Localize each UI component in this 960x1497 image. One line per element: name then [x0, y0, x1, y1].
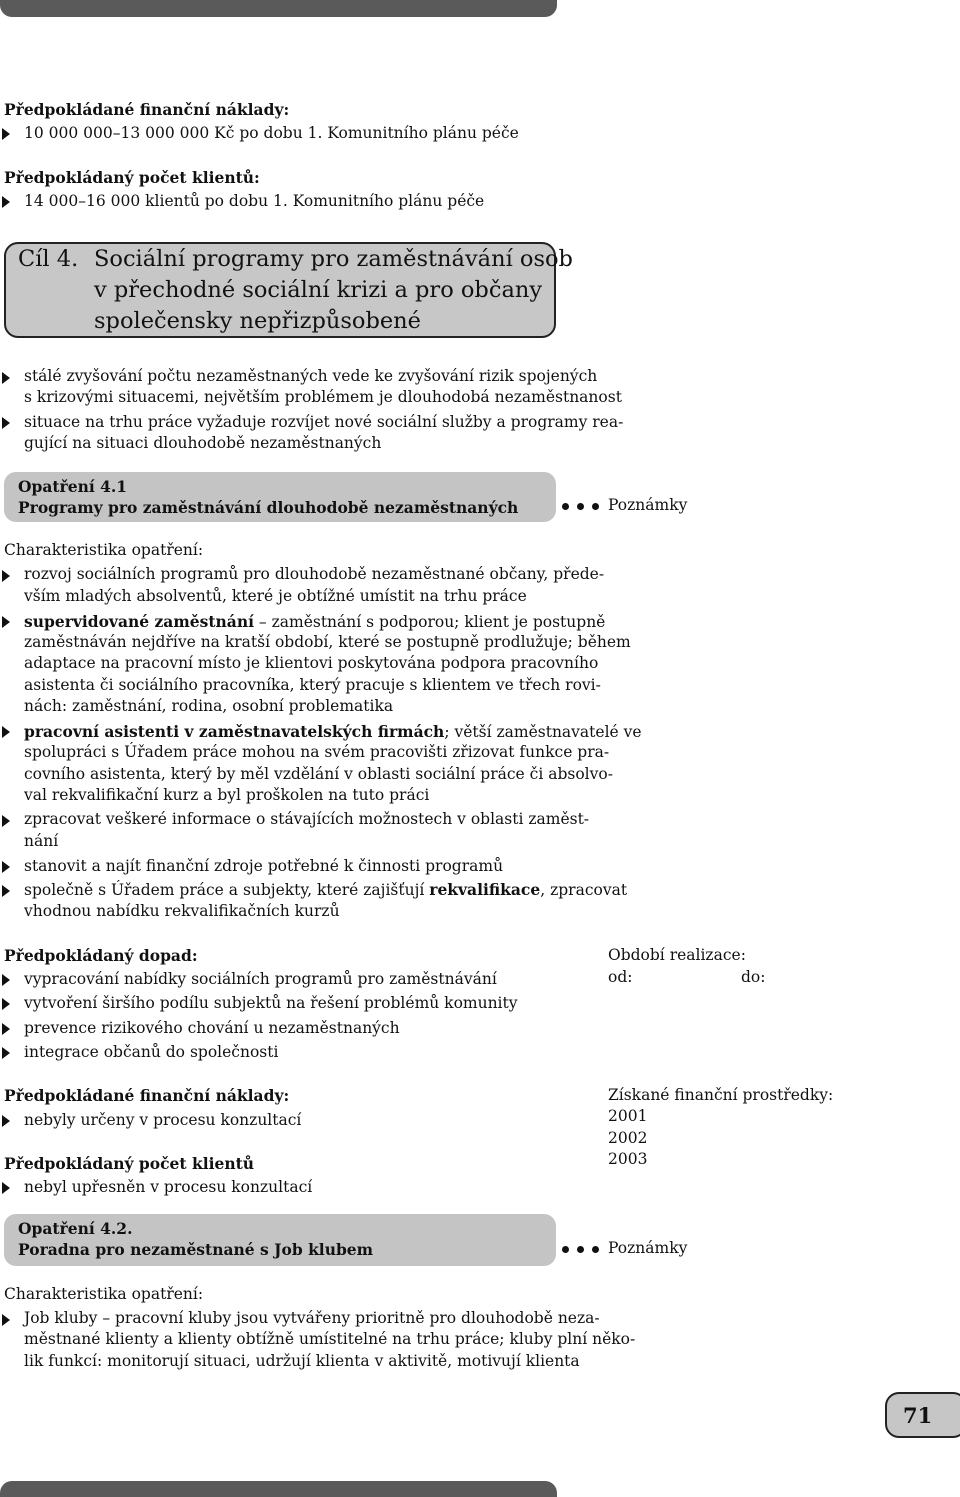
- char-1-line-1: rozvoj sociálních programů pro dlouhodobě nezaměstnané občany, přede-: [24, 565, 605, 583]
- funds-year-2003: 2003: [608, 1150, 648, 1168]
- funds-year-2001: 2001: [608, 1107, 648, 1125]
- measure-4-1-title: Programy pro zaměstnávání dlouhodobě nezaměstnaných: [18, 498, 519, 517]
- clients-count-item: nebyl upřesněn v procesu konzultací: [24, 1178, 313, 1196]
- bullet-icon: [2, 974, 10, 986]
- char-2-line-1: [24, 612, 605, 631]
- char-2-line-2: zaměstnáván nejdříve na kratší období, které se postupně prodlužuje; během: [24, 633, 631, 651]
- m2-char-line-1: Job kluby – pracovní kluby jsou vytvářeny prioritně pro dlouhodobě neza-: [24, 1309, 600, 1327]
- goal-title-line-3: společensky nepřizpůsobené: [94, 308, 421, 334]
- bullet-icon: [2, 570, 10, 582]
- notes-dots-icon: [562, 1246, 599, 1253]
- clients-label: Předpokládaný počet klientů:: [4, 168, 260, 187]
- impact-item-1: vypracování nabídky sociálních programů pro zaměstnávání: [24, 970, 497, 988]
- goal-title-line-2: v přechodné sociální krizi a pro občany: [94, 277, 543, 303]
- m2-char-line-2: městnané klienty a klienty obtížně umístitelné na trhu práce; kluby plní něko-: [24, 1330, 636, 1348]
- char-3-rest: ; větší zaměstnavatelé ve: [444, 723, 642, 741]
- period-from-label: od:: [608, 968, 633, 986]
- intro-bullet-2-line-2: gující na situaci dlouhodobě nezaměstnaných: [24, 434, 382, 452]
- bullet-icon: [2, 861, 10, 873]
- char-3-line-3: covního asistenta, který by měl vzdělání v oblasti sociální práce či absolvo-: [24, 765, 613, 783]
- bullet-icon: [2, 815, 10, 827]
- notes-label: Poznámky: [608, 496, 688, 514]
- characteristics-label-2: Charakteristika opatření:: [4, 1285, 204, 1303]
- bullet-icon: [2, 1182, 10, 1194]
- bullet-icon: [2, 128, 10, 140]
- clients-item: 14 000–16 000 klientů po dobu 1. Komunitního plánu péče: [24, 192, 485, 210]
- char-6-b: , zpracovat: [540, 881, 628, 899]
- bullet-icon: [2, 998, 10, 1010]
- char-2-rest: – zaměstnání s podporou; klient je postupně: [253, 613, 606, 631]
- period-to-label: do:: [741, 968, 766, 986]
- bottom-decorative-bar: [0, 1481, 557, 1497]
- clients-count-label: Předpokládaný počet klientů: [4, 1154, 255, 1173]
- impact-item-4: integrace občanů do společnosti: [24, 1043, 279, 1061]
- bullet-icon: [2, 196, 10, 208]
- bullet-icon: [2, 1314, 10, 1326]
- intro-bullet-2-line-1: situace na trhu práce vyžaduje rozvíjet nové sociální služby a programy rea-: [24, 413, 624, 431]
- notes-label-2: Poznámky: [608, 1239, 688, 1257]
- char-6-line-2: vhodnou nabídku rekvalifikačních kurzů: [24, 902, 340, 920]
- budget-item: 10 000 000–13 000 000 Kč po dobu 1. Komunitního plánu péče: [24, 124, 519, 142]
- intro-bullet-1-line-1: stálé zvyšování počtu nezaměstnaných vede ke zvyšování rizik spojených: [24, 367, 598, 385]
- bullet-icon: [2, 417, 10, 429]
- intro-bullet-1-line-2: s krizovými situacemi, největším problémem je dlouhodobá nezaměstnanost: [24, 388, 622, 406]
- bullet-icon: [2, 1115, 10, 1127]
- char-4-line-1: zpracovat veškeré informace o stávajících možnostech v oblasti zaměst-: [24, 810, 590, 828]
- period-label: Období realizace:: [608, 946, 746, 964]
- char-3-line-1: [24, 722, 642, 741]
- bullet-icon: [2, 726, 10, 738]
- m2-char-line-3: lik funkcí: monitorují situaci, udržují klienta v aktivitě, motivují klienta: [24, 1352, 580, 1370]
- budget-label: Předpokládané finanční náklady:: [4, 100, 290, 119]
- char-2-line-3: adaptace na pracovní místo je klientovi poskytována podpora pracovního: [24, 654, 599, 672]
- char-3-line-4: val rekvalifikační kurz a byl proškolen na tuto práci: [24, 786, 430, 804]
- char-6-a: společně s Úřadem práce a subjekty, které zajišťují: [24, 881, 430, 899]
- measure-4-1-number: Opatření 4.1: [18, 477, 128, 496]
- goal-title-line-1: Sociální programy pro zaměstnávání osob: [94, 246, 573, 272]
- impact-label: Předpokládaný dopad:: [4, 946, 198, 965]
- bullet-icon: [2, 1047, 10, 1059]
- bullet-icon: [2, 372, 10, 384]
- char-4-line-2: nání: [24, 832, 59, 850]
- char-3-line-2: spolupráci s Úřadem práce mohou na svém pracovišti zřizovat funkce pra-: [24, 743, 610, 761]
- cost-item: nebyly určeny v procesu konzultací: [24, 1111, 302, 1129]
- goal-number: Cíl 4.: [18, 246, 79, 272]
- impact-item-3: prevence rizikového chování u nezaměstnaných: [24, 1019, 400, 1037]
- char-6-bold: rekvalifikace: [429, 880, 541, 899]
- char-3-bold: pracovní asistenti v zaměstnavatelských firmách: [24, 722, 445, 741]
- bullet-icon: [2, 885, 10, 897]
- funds-label: Získané finanční prostředky:: [608, 1086, 834, 1104]
- cost-label: Předpokládané finanční náklady:: [4, 1086, 290, 1105]
- measure-4-2-number: Opatření 4.2.: [18, 1219, 133, 1238]
- bullet-icon: [2, 616, 10, 628]
- char-2-bold: supervidované zaměstnání: [24, 612, 254, 631]
- bullet-icon: [2, 1023, 10, 1035]
- page-number: 71: [903, 1403, 933, 1428]
- char-2-line-4: asistenta či sociálního pracovníka, který pracuje s klientem ve třech rovi-: [24, 676, 601, 694]
- characteristics-label: Charakteristika opatření:: [4, 541, 204, 559]
- impact-item-2: vytvoření širšího podílu subjektů na řešení problémů komunity: [24, 994, 518, 1012]
- char-1-line-2: vším mladých absolventů, které je obtížné umístit na trhu práce: [24, 587, 527, 605]
- char-6-line-1: [24, 880, 627, 899]
- char-2-line-5: nách: zaměstnání, rodina, osobní problematika: [24, 697, 394, 715]
- funds-year-2002: 2002: [608, 1129, 648, 1147]
- measure-4-2-title: Poradna pro nezaměstnané s Job klubem: [18, 1240, 374, 1259]
- char-5: stanovit a najít finanční zdroje potřebné k činnosti programů: [24, 857, 504, 875]
- notes-dots-icon: [562, 503, 599, 510]
- top-decorative-bar: [0, 0, 557, 17]
